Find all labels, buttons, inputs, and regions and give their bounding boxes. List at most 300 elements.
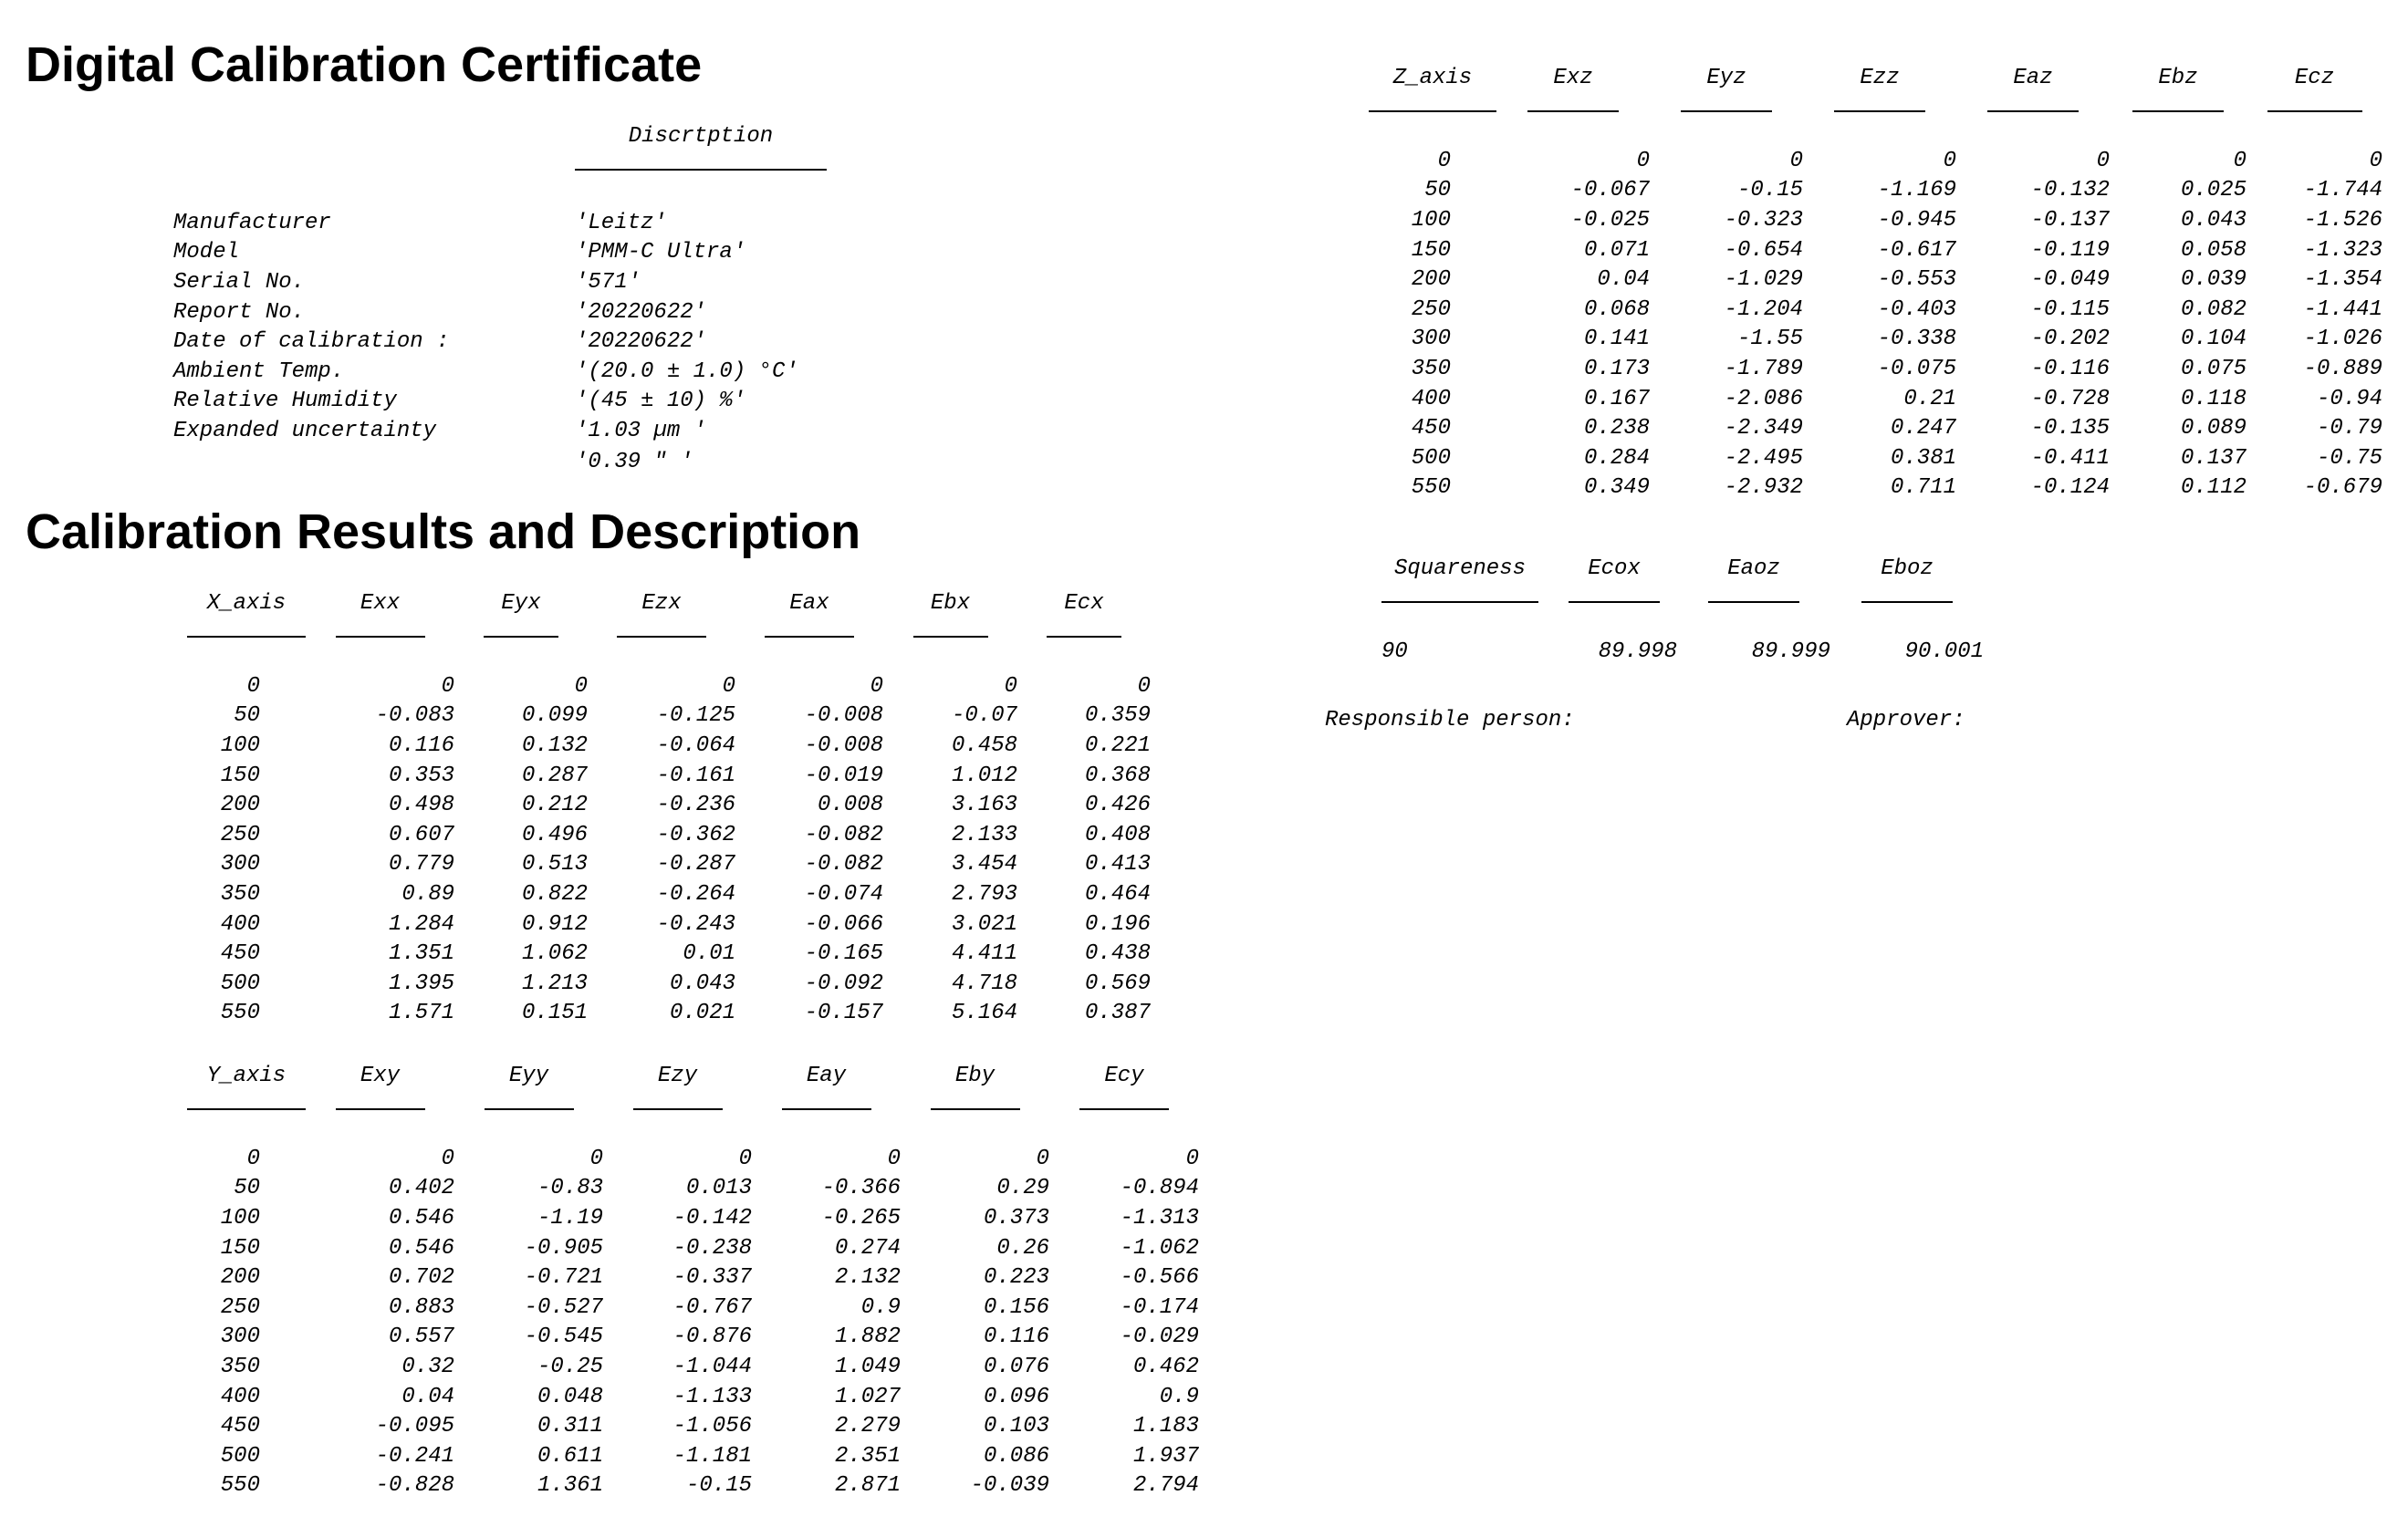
y-axis-cell: 0.156 — [983, 1294, 1049, 1320]
y-axis-cell: 2.279 — [834, 1414, 901, 1439]
y-axis-cell: -0.828 — [375, 1473, 454, 1499]
z-axis-cell: 0.04 — [1597, 267, 1650, 293]
table-row — [187, 939, 1151, 969]
table-row — [187, 909, 1151, 940]
y-axis-cell: 0 — [738, 1146, 752, 1171]
y-axis-cell: -0.029 — [1120, 1324, 1199, 1350]
x-axis-cell: 0.043 — [669, 971, 735, 996]
y-axis-cell: -0.039 — [970, 1473, 1049, 1499]
x-axis-cell: 0 — [246, 673, 260, 699]
x-axis-cell: 2.133 — [951, 822, 1017, 847]
x-axis-header-label: X_axis — [187, 591, 306, 638]
table-row — [1369, 146, 2382, 176]
x-axis-header-cell — [454, 591, 588, 655]
z-axis-header-cell — [1803, 66, 1956, 130]
z-axis-cell: -0.049 — [2030, 267, 2110, 293]
y-axis-cell: 450 — [220, 1414, 260, 1439]
z-axis-cell: 0 — [1943, 148, 1956, 173]
table-row — [187, 969, 1151, 999]
x-axis-header-label: Ebx — [913, 591, 988, 638]
y-axis-cell: 0.29 — [996, 1176, 1049, 1201]
squareness-header-label: Ecox — [1569, 556, 1660, 603]
y-axis-cell: 0.04 — [401, 1384, 454, 1409]
x-axis-cell: 0.221 — [1084, 732, 1151, 758]
y-axis-cell: 0.611 — [537, 1443, 603, 1469]
y-axis-cell: 0 — [887, 1146, 901, 1171]
y-axis-cell: 0.223 — [983, 1265, 1049, 1291]
description-label: Model — [173, 240, 240, 265]
table-row — [187, 701, 1151, 732]
x-axis-cell: -0.165 — [804, 941, 883, 967]
table-row — [1369, 265, 2382, 295]
x-axis-cell: 0 — [574, 673, 588, 699]
z-axis-cell: 450 — [1411, 416, 1451, 441]
description-header: Discrtption — [575, 124, 827, 171]
x-axis-cell: 0.779 — [388, 852, 454, 878]
squareness-table — [1369, 556, 1984, 667]
x-axis-header-label: Ecx — [1047, 591, 1121, 638]
z-axis-header-label: Exz — [1527, 66, 1619, 112]
z-axis-cell: -1.789 — [1724, 356, 1803, 381]
table-row — [187, 879, 1151, 909]
y-axis-cell: -0.566 — [1120, 1265, 1199, 1291]
table-row — [187, 1262, 1199, 1293]
y-axis-cell: 0.702 — [388, 1265, 454, 1291]
y-axis-cell: 0.883 — [388, 1294, 454, 1320]
z-axis-cell: -2.495 — [1724, 445, 1803, 471]
x-axis-cell: 0.413 — [1084, 852, 1151, 878]
x-axis-cell: 500 — [220, 971, 260, 996]
y-axis-cell: 0.311 — [537, 1414, 603, 1439]
z-axis-cell: -0.323 — [1724, 207, 1803, 233]
y-axis-cell: 2.351 — [834, 1443, 901, 1469]
x-axis-cell: 550 — [220, 1001, 260, 1026]
x-axis-cell: -0.066 — [804, 911, 883, 937]
y-axis-header-label: Eby — [931, 1064, 1020, 1110]
x-axis-cell: 0.387 — [1084, 1001, 1151, 1026]
z-axis-cell: 0.137 — [2180, 445, 2246, 471]
z-axis-cell: 0.141 — [1583, 327, 1650, 352]
table-spacer — [1369, 620, 1984, 637]
x-axis-header-cell — [1017, 591, 1151, 655]
description-row — [173, 297, 798, 327]
squareness-header-cell — [1677, 556, 1830, 620]
x-axis-header-cell — [306, 591, 454, 655]
y-axis-cell: 0.32 — [401, 1354, 454, 1379]
table-row — [187, 1352, 1199, 1382]
z-axis-cell: 0 — [2096, 148, 2110, 173]
x-axis-cell: -0.092 — [804, 971, 883, 996]
table-spacer — [1369, 130, 2382, 146]
table-row — [187, 1203, 1199, 1233]
z-axis-cell: 350 — [1411, 356, 1451, 381]
z-axis-cell: 0 — [1789, 148, 1803, 173]
z-axis-cell: 0.068 — [1583, 296, 1650, 322]
x-axis-cell: 0.496 — [521, 822, 588, 847]
x-axis-cell: 400 — [220, 911, 260, 937]
y-axis-header-cell — [603, 1064, 752, 1127]
x-axis-cell: 3.454 — [951, 852, 1017, 878]
table-row — [187, 999, 1151, 1029]
y-axis-cell: -0.337 — [672, 1265, 752, 1291]
z-axis-header-label: Ebz — [2132, 66, 2224, 112]
table-row — [187, 1411, 1199, 1441]
z-axis-header-label: Ezz — [1834, 66, 1925, 112]
z-axis-header-label: Eyz — [1681, 66, 1772, 112]
x-axis-cell: 0.822 — [521, 881, 588, 907]
y-axis-cell: 0.9 — [860, 1294, 901, 1320]
table-row — [187, 671, 1151, 701]
z-axis-header-label: Eaz — [1987, 66, 2079, 112]
x-axis-cell: 1.284 — [388, 911, 454, 937]
z-axis-cell: 200 — [1411, 267, 1451, 293]
y-axis-header-label: Y_axis — [187, 1064, 306, 1110]
z-axis-cell: -0.124 — [2030, 475, 2110, 501]
z-axis-cell: -0.025 — [1570, 207, 1650, 233]
z-axis-cell: 400 — [1411, 386, 1451, 411]
y-axis-cell: -1.19 — [537, 1205, 603, 1231]
x-axis-cell: 0.212 — [521, 793, 588, 818]
z-axis-cell: 0.21 — [1903, 386, 1956, 411]
x-axis-cell: 0 — [441, 673, 454, 699]
y-axis-cell: 350 — [220, 1354, 260, 1379]
x-axis-cell: 0.132 — [521, 732, 588, 758]
table-row — [1369, 295, 2382, 325]
responsible-person-label: Responsible person: — [1325, 708, 1575, 732]
y-axis-cell: 2.794 — [1132, 1473, 1199, 1499]
description-label: Relative Humidity — [173, 389, 397, 414]
y-axis-cell: -1.181 — [672, 1443, 752, 1469]
x-axis-cell: 1.062 — [521, 941, 588, 967]
description-row — [173, 238, 798, 268]
x-axis-cell: 0.151 — [521, 1001, 588, 1026]
y-axis-cell: 1.361 — [537, 1473, 603, 1499]
x-axis-cell: 0.01 — [683, 941, 735, 967]
z-axis-header-cell — [1650, 66, 1803, 130]
y-axis-cell: 1.027 — [834, 1384, 901, 1409]
y-axis-header-cell — [752, 1064, 901, 1127]
z-axis-cell: 100 — [1411, 207, 1451, 233]
table-spacer — [187, 1127, 1199, 1144]
y-axis-cell: 300 — [220, 1324, 260, 1350]
x-axis-header-cell — [588, 591, 735, 655]
y-axis-header-cell — [306, 1064, 454, 1127]
y-axis-cell: -0.142 — [672, 1205, 752, 1231]
x-axis-cell: 0 — [870, 673, 883, 699]
x-axis-header-label: Ezx — [617, 591, 706, 638]
z-axis-cell: -0.135 — [2030, 416, 2110, 441]
squareness-header-label: Eaoz — [1708, 556, 1799, 603]
y-axis-cell: -1.133 — [672, 1384, 752, 1409]
y-axis-header-cell — [454, 1064, 603, 1127]
z-axis-header-label: Ecz — [2267, 66, 2362, 112]
z-axis-cell: 0.173 — [1583, 356, 1650, 381]
y-axis-cell: -1.062 — [1120, 1235, 1199, 1261]
y-axis-cell: 250 — [220, 1294, 260, 1320]
description-label: Report No. — [173, 299, 306, 325]
z-axis-cell: 250 — [1411, 296, 1451, 322]
x-axis-cell: 3.163 — [951, 793, 1017, 818]
y-axis-cell: -0.238 — [672, 1235, 752, 1261]
description-label: Manufacturer — [173, 210, 331, 235]
z-axis-cell: -0.067 — [1570, 178, 1650, 203]
x-axis-cell: 250 — [220, 822, 260, 847]
table-row — [187, 1174, 1199, 1204]
z-axis-cell: 0.711 — [1890, 475, 1956, 501]
y-axis-header-cell — [901, 1064, 1049, 1127]
table-row — [1369, 235, 2382, 265]
y-axis-cell: 0.013 — [685, 1176, 752, 1201]
y-axis-cell: -0.721 — [524, 1265, 603, 1291]
squareness-header-label: Squareness — [1381, 556, 1538, 603]
x-axis-header-cell — [187, 591, 306, 655]
x-axis-cell: -0.064 — [656, 732, 735, 758]
description-value: '20220622' — [575, 329, 707, 355]
x-axis-cell: 350 — [220, 881, 260, 907]
y-axis-cell: -0.83 — [537, 1176, 603, 1201]
y-axis-cell: 2.132 — [834, 1265, 901, 1291]
table-row — [187, 1144, 1199, 1174]
z-axis-cell: 0.089 — [2180, 416, 2246, 441]
description-row — [173, 416, 798, 446]
z-axis-cell: -0.617 — [1877, 237, 1956, 263]
z-axis-cell: -0.728 — [2030, 386, 2110, 411]
z-axis-cell: 0.071 — [1583, 237, 1650, 263]
z-axis-cell: 0.118 — [2180, 386, 2246, 411]
x-axis-cell: -0.082 — [804, 822, 883, 847]
y-axis-cell: 0 — [246, 1146, 260, 1171]
z-axis-cell: 0.238 — [1583, 416, 1650, 441]
description-row — [173, 267, 798, 297]
y-axis-cell: -0.15 — [685, 1473, 752, 1499]
y-axis-cell: 0.557 — [388, 1324, 454, 1350]
y-axis-header-label: Ezy — [633, 1064, 723, 1110]
z-axis-table — [1369, 66, 2382, 503]
table-row — [187, 1441, 1199, 1471]
z-axis-cell: 0 — [2233, 148, 2246, 173]
description-table — [173, 208, 798, 446]
z-axis-cell: 0 — [1636, 148, 1650, 173]
x-axis-cell: -0.074 — [804, 881, 883, 907]
z-axis-header-cell — [2246, 66, 2382, 130]
y-axis-cell: 0 — [1185, 1146, 1199, 1171]
x-axis-cell: 0.368 — [1084, 763, 1151, 788]
z-axis-header-cell — [1956, 66, 2110, 130]
z-axis-cell: -2.086 — [1724, 386, 1803, 411]
x-axis-header-cell — [883, 591, 1017, 655]
z-axis-cell: -0.679 — [2303, 475, 2382, 501]
y-axis-cell: -0.25 — [537, 1354, 603, 1379]
uncertainty-inch-value: '0.39 " ' — [575, 450, 693, 474]
description-value: '1.03 µm ' — [575, 418, 707, 443]
x-axis-cell: 0.569 — [1084, 971, 1151, 996]
z-axis-cell: 50 — [1424, 178, 1451, 203]
table-row — [187, 1382, 1199, 1412]
y-axis-cell: 0.546 — [388, 1235, 454, 1261]
x-axis-cell: 4.718 — [951, 971, 1017, 996]
table-row — [187, 850, 1151, 880]
z-axis-cell: -0.202 — [2030, 327, 2110, 352]
y-axis-cell: 0 — [589, 1146, 603, 1171]
z-axis-cell: -0.137 — [2030, 207, 2110, 233]
x-axis-cell: -0.019 — [804, 763, 883, 788]
z-axis-header-label: Z_axis — [1369, 66, 1496, 112]
squareness-header-label: Eboz — [1861, 556, 1953, 603]
x-axis-cell: 300 — [220, 852, 260, 878]
description-label: Ambient Temp. — [173, 358, 345, 384]
table-row — [187, 761, 1151, 791]
description-value: '(45 ± 10) %' — [575, 389, 746, 414]
z-axis-cell: -1.029 — [1724, 267, 1803, 293]
y-axis-cell: 0.9 — [1159, 1384, 1199, 1409]
z-axis-header-cell — [2110, 66, 2246, 130]
table-row — [1369, 413, 2382, 443]
x-axis-cell: -0.287 — [656, 852, 735, 878]
table-row — [187, 1233, 1199, 1263]
x-axis-cell: 0.438 — [1084, 941, 1151, 967]
description-row — [173, 387, 798, 417]
y-axis-cell: -0.876 — [672, 1324, 752, 1350]
description-label: Serial No. — [173, 269, 306, 295]
description-row — [173, 208, 798, 238]
y-axis-cell: 0.096 — [983, 1384, 1049, 1409]
z-axis-header-cell — [1496, 66, 1650, 130]
y-axis-header-label: Eay — [782, 1064, 871, 1110]
z-axis-cell: 0 — [2369, 148, 2382, 173]
y-axis-cell: 200 — [220, 1265, 260, 1291]
x-axis-cell: -0.07 — [951, 703, 1017, 729]
squareness-cell: 89.998 — [1598, 639, 1677, 664]
x-axis-cell: 0 — [1137, 673, 1151, 699]
squareness-cell: 90.001 — [1904, 639, 1984, 664]
table-row — [187, 1471, 1199, 1501]
z-axis-cell: 0.058 — [2180, 237, 2246, 263]
z-axis-cell: -0.75 — [2316, 445, 2382, 471]
description-value: 'Leitz' — [575, 210, 667, 235]
z-axis-cell: 0.349 — [1583, 475, 1650, 501]
y-axis-cell: 1.049 — [834, 1354, 901, 1379]
y-axis-cell: 0.402 — [388, 1176, 454, 1201]
table-row — [1369, 637, 1984, 667]
x-axis-cell: 0.353 — [388, 763, 454, 788]
y-axis-cell: 0 — [441, 1146, 454, 1171]
squareness-cell: 90 — [1381, 639, 1408, 664]
y-axis-cell: -0.905 — [524, 1235, 603, 1261]
z-axis-cell: -0.403 — [1877, 296, 1956, 322]
table-row — [1369, 443, 2382, 473]
table-row — [1369, 473, 2382, 504]
z-axis-cell: -0.075 — [1877, 356, 1956, 381]
y-axis-cell: 0.462 — [1132, 1354, 1199, 1379]
description-label: Expanded uncertainty — [173, 418, 437, 443]
table-row — [187, 820, 1151, 850]
y-axis-cell: -1.056 — [672, 1414, 752, 1439]
description-row — [173, 327, 798, 357]
y-axis-header-label: Exy — [336, 1064, 425, 1110]
z-axis-cell: 0.167 — [1583, 386, 1650, 411]
x-axis-cell: 1.395 — [388, 971, 454, 996]
x-axis-cell: -0.236 — [656, 793, 735, 818]
x-axis-cell: -0.157 — [804, 1001, 883, 1026]
squareness-cell: 89.999 — [1751, 639, 1830, 664]
y-axis-cell: 0.116 — [983, 1324, 1049, 1350]
x-axis-header-label: Eax — [765, 591, 854, 638]
z-axis-cell: -1.323 — [2303, 237, 2382, 263]
table-spacer — [187, 655, 1151, 671]
z-axis-cell: 0.039 — [2180, 267, 2246, 293]
z-axis-cell: 0.025 — [2180, 178, 2246, 203]
y-axis-header-cell — [187, 1064, 306, 1127]
z-axis-cell: -1.526 — [2303, 207, 2382, 233]
x-axis-cell: 4.411 — [951, 941, 1017, 967]
y-axis-cell: -0.265 — [821, 1205, 901, 1231]
x-axis-table — [187, 591, 1151, 1028]
description-row — [173, 357, 798, 387]
z-axis-cell: 550 — [1411, 475, 1451, 501]
z-axis-cell: -1.744 — [2303, 178, 2382, 203]
description-label: Date of calibration : — [173, 329, 450, 355]
z-axis-cell: 300 — [1411, 327, 1451, 352]
x-axis-cell: -0.161 — [656, 763, 735, 788]
z-axis-cell: 0.043 — [2180, 207, 2246, 233]
y-axis-cell: 0.086 — [983, 1443, 1049, 1469]
z-axis-cell: -0.654 — [1724, 237, 1803, 263]
z-axis-cell: -0.132 — [2030, 178, 2110, 203]
table-row — [1369, 384, 2382, 414]
y-axis-cell: -0.527 — [524, 1294, 603, 1320]
x-axis-cell: 2.793 — [951, 881, 1017, 907]
y-axis-cell: 1.937 — [1132, 1443, 1199, 1469]
x-axis-cell: 0.912 — [521, 911, 588, 937]
y-axis-cell: -0.767 — [672, 1294, 752, 1320]
x-axis-cell: 0 — [1004, 673, 1017, 699]
x-axis-cell: 0.021 — [669, 1001, 735, 1026]
results-heading: Calibration Results and Description — [26, 504, 861, 559]
x-axis-cell: 1.012 — [951, 763, 1017, 788]
x-axis-cell: -0.243 — [656, 911, 735, 937]
x-axis-cell: -0.264 — [656, 881, 735, 907]
z-axis-cell: -0.94 — [2316, 386, 2382, 411]
z-axis-cell: -0.945 — [1877, 207, 1956, 233]
document-title: Digital Calibration Certificate — [26, 37, 703, 92]
y-axis-cell: 500 — [220, 1443, 260, 1469]
table-row — [1369, 325, 2382, 355]
x-axis-cell: 0.89 — [401, 881, 454, 907]
y-axis-cell: 0.373 — [983, 1205, 1049, 1231]
y-axis-cell: -0.366 — [821, 1176, 901, 1201]
x-axis-header-label: Exx — [336, 591, 425, 638]
x-axis-cell: 0.287 — [521, 763, 588, 788]
x-axis-cell: 5.164 — [951, 1001, 1017, 1026]
x-axis-cell: 0.359 — [1084, 703, 1151, 729]
x-axis-cell: -0.125 — [656, 703, 735, 729]
x-axis-cell: 1.571 — [388, 1001, 454, 1026]
x-axis-cell: 50 — [234, 703, 260, 729]
z-axis-cell: -2.349 — [1724, 416, 1803, 441]
x-axis-cell: 0.099 — [521, 703, 588, 729]
y-axis-cell: -1.044 — [672, 1354, 752, 1379]
x-axis-cell: 0.498 — [388, 793, 454, 818]
y-axis-cell: -0.894 — [1120, 1176, 1199, 1201]
z-axis-cell: -0.411 — [2030, 445, 2110, 471]
z-axis-cell: -1.204 — [1724, 296, 1803, 322]
y-axis-cell: 0 — [1036, 1146, 1049, 1171]
table-row — [1369, 176, 2382, 206]
y-axis-cell: 50 — [234, 1176, 260, 1201]
x-axis-cell: 3.021 — [951, 911, 1017, 937]
z-axis-cell: -0.15 — [1736, 178, 1803, 203]
table-row — [187, 731, 1151, 761]
